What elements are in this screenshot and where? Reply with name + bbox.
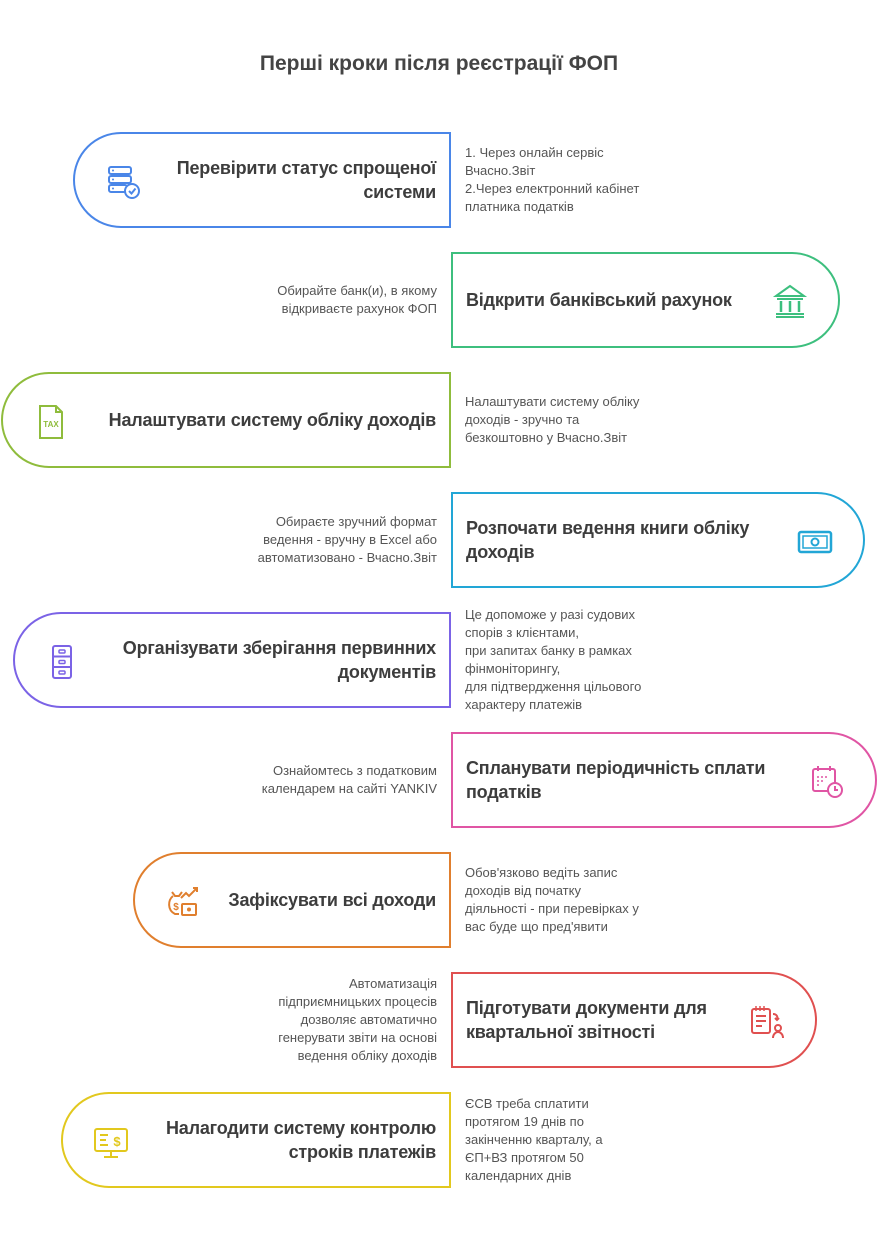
step-description	[465, 1095, 603, 1185]
report-person-icon	[747, 1002, 787, 1042]
step-card	[73, 132, 451, 228]
description-line: автоматизовано - Вчасно.Звіт	[257, 550, 437, 565]
description-line: ЄП+ВЗ протягом 50	[465, 1150, 584, 1165]
step-heading: Спланувати періодичність сплати податків	[466, 758, 766, 802]
page-title: Перші кроки після реєстрації ФОП	[259, 52, 619, 75]
step-description	[278, 975, 437, 1065]
step-heading: Налагодити систему контролю строків платежів	[165, 1118, 436, 1162]
description-line: Обираєте зручний формат	[275, 514, 437, 529]
description-line: спорів з клієнтами,	[465, 625, 579, 640]
monitor-dollar-icon	[91, 1122, 131, 1162]
description-line: ведення обліку доходів	[297, 1048, 437, 1063]
description-line: доходів - зручно та	[465, 412, 580, 427]
step-heading: Відкрити банківський рахунок	[466, 290, 732, 310]
step-description	[465, 864, 639, 936]
step-description	[465, 144, 639, 216]
step-card	[61, 1092, 451, 1188]
description-line: календарем на сайті YANKIV	[261, 781, 437, 796]
money-growth-icon	[163, 882, 203, 922]
description-line: вас буде що пред'явити	[465, 919, 608, 934]
step-card	[451, 732, 877, 828]
step-heading: Організувати зберігання первинних документів	[122, 638, 436, 682]
svg-text:$: $	[173, 902, 179, 913]
description-line: 1. Через онлайн сервіс	[465, 145, 604, 160]
description-line: дозволяє автоматично	[300, 1012, 437, 1027]
step-description	[465, 606, 641, 714]
description-line: Автоматизація	[349, 976, 437, 991]
step-heading: Підготувати документи для квартальної звітності	[466, 998, 707, 1042]
step-description	[277, 282, 437, 318]
file-cabinet-icon	[43, 642, 83, 682]
step-heading: Налаштувати систему обліку доходів	[108, 410, 436, 430]
tax-document-icon	[31, 402, 71, 442]
step-heading: Перевірити статус спрощеної системи	[176, 158, 436, 202]
step-heading: Розпочати ведення книги обліку доходів	[466, 518, 750, 562]
svg-text:$: $	[113, 1134, 121, 1149]
description-line: закінченню кварталу, а	[465, 1132, 603, 1147]
description-line: характеру платежів	[465, 697, 583, 712]
description-line: фінмоніторингу,	[465, 661, 561, 676]
description-line: відкриваєте рахунок ФОП	[281, 301, 437, 316]
description-line: при запитах банку в рамках	[465, 643, 632, 658]
description-line: Це допоможе у разі судових	[465, 607, 636, 622]
step-description	[262, 762, 437, 798]
step-card	[451, 972, 817, 1068]
step-heading: Зафіксувати всі доходи	[228, 890, 436, 910]
step-description	[258, 513, 437, 567]
svg-text:TAX: TAX	[43, 420, 59, 429]
description-line: підприємницьких процесів	[278, 994, 437, 1009]
description-line: календарних днів	[465, 1168, 572, 1183]
step-card	[451, 252, 840, 348]
description-line: безкоштовно у Вчасно.Звіт	[465, 430, 628, 445]
server-check-icon	[103, 162, 143, 202]
calendar-clock-icon	[807, 762, 847, 802]
description-line: ЄСВ треба сплатити	[465, 1096, 589, 1111]
description-line: протягом 19 днів по	[465, 1114, 584, 1129]
description-line: Вчасно.Звіт	[465, 163, 536, 178]
description-line: 2.Через електронний кабінет	[465, 181, 640, 196]
description-line: Обов'язково ведіть запис	[465, 865, 618, 880]
description-line: діяльності - при перевірках у	[465, 901, 639, 916]
banknote-icon	[795, 522, 835, 562]
description-line: Налаштувати систему обліку	[465, 394, 640, 409]
description-line: доходів від початку	[465, 883, 581, 898]
description-line: платника податків	[465, 199, 574, 214]
description-line: для підтвердження цільового	[465, 679, 642, 694]
description-line: Обирайте банк(и), в якому	[277, 283, 437, 298]
description-line: ведення - вручну в Excel або	[263, 532, 437, 547]
step-description	[465, 393, 639, 447]
bank-icon	[770, 282, 810, 322]
step-card	[451, 492, 865, 588]
description-line: генерувати звіти на основі	[278, 1030, 437, 1045]
step-card	[133, 852, 451, 948]
step-card	[13, 612, 451, 708]
step-card	[1, 372, 451, 468]
description-line: Ознайомтесь з податковим	[272, 763, 437, 778]
